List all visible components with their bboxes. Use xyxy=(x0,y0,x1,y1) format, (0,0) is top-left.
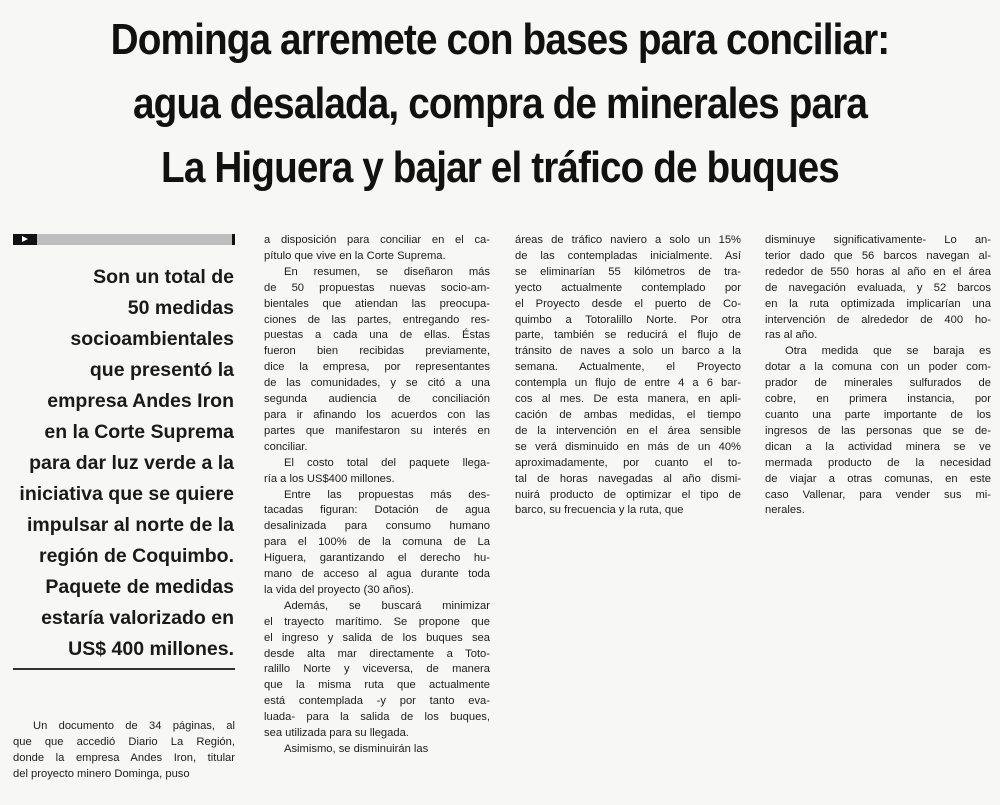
body-line: pítulo que vive en la Corte Suprema. xyxy=(264,249,446,262)
body-line: dotar a la comuna con un poder com- xyxy=(765,361,991,374)
play-icon[interactable] xyxy=(13,234,37,245)
body-line: conciliar. xyxy=(264,440,308,453)
body-line: desalinizada para consumo humano xyxy=(264,520,490,533)
body-line: en la ruta optimizada implicarían una xyxy=(765,297,991,310)
body-line: del proyecto minero Dominga, puso xyxy=(13,767,190,780)
lead-line: para dar luz verde a la xyxy=(29,452,234,474)
body-line: partes que manifestaron su interés en xyxy=(264,424,490,437)
body-line: de las contempladas inicialmente. Así xyxy=(515,249,741,262)
body-line: el ingreso y salida de los buques sea xyxy=(264,631,490,644)
body-line: disminuye significativamente- Lo an- xyxy=(765,234,991,246)
body-line: cos al mes. De esta manera, en apli- xyxy=(515,393,741,406)
media-bar[interactable] xyxy=(13,234,235,245)
body-line: ría a los US$400 millones. xyxy=(264,472,395,485)
body-line: Asimismo, se disminuirán las xyxy=(284,743,429,755)
body-line: rededor de 550 horas al año en el área xyxy=(765,265,991,278)
lead-line: socioambientales xyxy=(70,328,234,350)
body-line: de 50 propuestas nuevas socio-am- xyxy=(264,281,490,294)
body-line: cuanto una parte importante de los xyxy=(765,408,991,421)
body-line: luada- para la salida de los buques, xyxy=(264,711,490,724)
headline xyxy=(60,8,940,200)
lead-line: estaría valorizado en xyxy=(41,607,234,629)
article-column-2 xyxy=(264,233,490,758)
body-line: la vida del proyecto (30 años). xyxy=(264,583,414,596)
body-line: de las comunidades, y se citó a una xyxy=(264,377,490,390)
body-line: Higuera, garantizando el derecho hu- xyxy=(264,552,490,565)
body-line: dice la empresa, por representantes xyxy=(264,361,490,374)
body-line: caso Vallenar, para vender sus mi- xyxy=(765,488,991,501)
body-line: Además, se buscará minimizar xyxy=(284,599,490,612)
lead-line: en la Corte Suprema xyxy=(44,421,234,443)
lead-line: 50 medidas xyxy=(127,297,234,319)
lead-line: que presentó la xyxy=(89,359,234,381)
body-line: de viajar a otras comunas, en este xyxy=(765,472,991,485)
body-line: puestas a cada una de ellas. Éstas xyxy=(264,329,490,342)
body-line: nuirá producto de optimizar el tipo de xyxy=(515,488,741,501)
lead-line: iniciativa que se quiere xyxy=(19,483,234,505)
body-line: prador de minerales sulfurados de xyxy=(765,377,991,390)
headline-line: agua desalada, compra de minerales para xyxy=(133,79,867,128)
body-line: yecto actualmente contemplado por xyxy=(515,281,741,294)
body-line: el Proyecto desde el puerto de Co- xyxy=(515,297,741,310)
body-line: donde la empresa Andes Iron, titular xyxy=(13,751,235,764)
body-line: a disposición para conciliar en el ca- xyxy=(264,234,490,246)
lead-line: región de Coquimbo. xyxy=(39,545,234,567)
body-line: fueron bien recibidas previamente, xyxy=(264,345,490,358)
body-line: El costo total del paquete llega- xyxy=(284,456,490,469)
body-line: barco, su frecuencia y la ruta, que xyxy=(515,504,684,517)
body-line: desde alta mar directamente a Toto- xyxy=(264,647,490,660)
article-column-3 xyxy=(515,233,741,519)
article-column-1 xyxy=(13,719,235,783)
article-column-4 xyxy=(765,233,991,519)
body-line: ralillo Norte y viceversa, de manera xyxy=(264,663,490,676)
lead-summary xyxy=(12,262,234,665)
body-line: dican a la actividad minera se ve xyxy=(765,440,991,453)
body-line: el trayecto marítimo. Se propone que xyxy=(264,615,490,628)
lead-line: impulsar al norte de la xyxy=(27,514,234,536)
body-line: bientales que atiendan las preocupa- xyxy=(264,297,490,310)
body-line: está contemplada -y por tanto eva- xyxy=(264,695,490,708)
lead-divider xyxy=(13,668,235,670)
body-line: para el 100% de la comuna de La xyxy=(264,536,490,549)
headline-line: La Higuera y bajar el tráfico de buques xyxy=(161,143,839,192)
body-line: Un documento de 34 páginas, al xyxy=(33,720,235,732)
body-line: aproximadamente, por cuanto el to- xyxy=(515,456,741,469)
body-line: contempla un flujo de entre 4 a 6 bar- xyxy=(515,377,741,390)
body-line: tacadas figuran: Dotación de agua xyxy=(264,504,490,517)
body-line: En resumen, se diseñaron más xyxy=(284,265,490,278)
body-line: parte, también se reducirá el flujo de xyxy=(515,329,741,342)
body-line: mano de acceso al agua durante toda xyxy=(264,568,490,581)
body-line: segunda audiencia de conciliación xyxy=(264,393,490,406)
body-line: se verá disminuido en más de un 40% xyxy=(515,440,741,453)
lead-line: US$ 400 millones. xyxy=(68,638,234,660)
body-line: cación de ambas medidas, el tiempo xyxy=(515,408,741,421)
body-line: tal de horas navegadas al año dismi- xyxy=(515,472,741,485)
body-line: se eliminarían 55 kilómetros de tra- xyxy=(515,265,741,278)
lead-line: Paquete de medidas xyxy=(45,576,234,598)
body-line: áreas de tráfico naviero a solo un 15% xyxy=(515,234,741,246)
body-line: ras al año. xyxy=(765,329,818,342)
body-line: Otra medida que se baraja es xyxy=(785,345,991,358)
body-line: ciones de las partes, entregando res- xyxy=(264,313,490,326)
body-line: de la intervención en el área sensible xyxy=(515,424,741,437)
body-line: cobre, en primera instancia, por xyxy=(765,393,991,406)
headline-line: Dominga arremete con bases para conciliar: xyxy=(110,15,890,64)
lead-line: Son un total de xyxy=(93,266,234,288)
body-line: terior dado que 56 barcos navegan al- xyxy=(765,249,991,262)
body-line: sea utilizada para su llegada. xyxy=(264,727,409,740)
body-line: intervención de alrededor de 400 ho- xyxy=(765,313,991,326)
body-line: que la misma ruta que actualmente xyxy=(264,679,490,692)
body-line: quimbo a Totoralillo Norte. Por otra xyxy=(515,313,741,326)
media-bar-end xyxy=(232,234,235,245)
body-line: ingresos de las personas que se de- xyxy=(765,424,991,437)
body-line: que que accedió Diario La Región, xyxy=(13,735,235,748)
body-line: para ir afinando los acuerdos con las xyxy=(264,408,490,421)
body-line: tránsito de naves a solo un barco a la xyxy=(515,345,741,358)
body-line: nerales. xyxy=(765,504,805,517)
body-line: semana. Actualmente, el Proyecto xyxy=(515,361,741,374)
body-line: Entre las propuestas más des- xyxy=(284,488,490,501)
body-line: mermada producto de la necesidad xyxy=(765,456,991,469)
body-line: de navegación evaluada, y 52 barcos xyxy=(765,281,991,294)
lead-line: empresa Andes Iron xyxy=(47,390,234,412)
